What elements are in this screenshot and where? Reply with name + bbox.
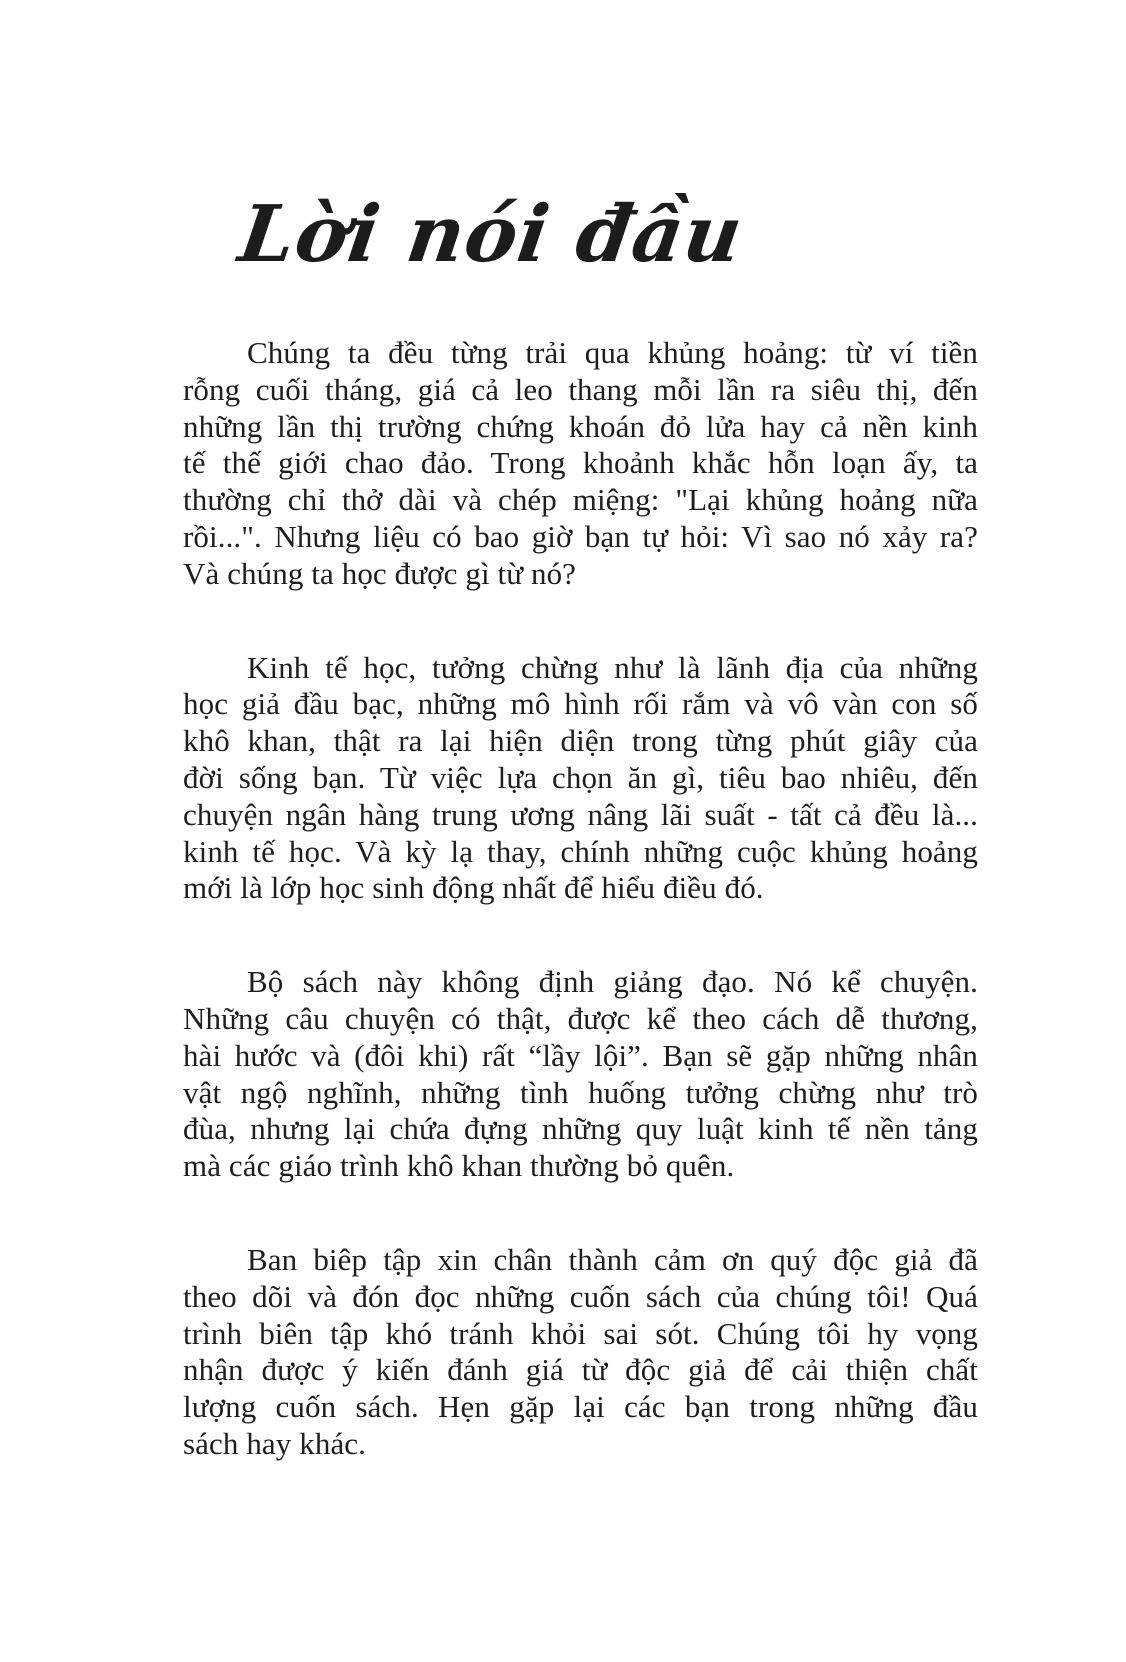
- preface-body: [183, 335, 978, 1520]
- paragraph-1: [183, 335, 978, 593]
- text-line: theo dõi và đón đọc những cuốn sách của chúng tôi! Quá: [183, 1278, 978, 1314]
- text-line: học giả đầu bạc, những mô hình rối rắm và vô vàn con số: [183, 686, 978, 722]
- text-line: tế thế giới chao đảo. Trong khoảnh khắc hỗn loạn ấy, ta: [183, 445, 978, 481]
- text-line: Những câu chuyện có thật, được kể theo cách dễ thương,: [183, 1000, 978, 1036]
- text-line: mới là lớp học sinh động nhất để hiểu điều đó.: [183, 870, 764, 906]
- text-line: vật ngộ nghĩnh, những tình huống tưởng chừng như trò: [183, 1074, 978, 1110]
- text-line: Và chúng ta học được gì từ nó?: [183, 555, 577, 591]
- text-line: Chúng ta đều từng trải qua khủng hoảng: từ ví tiền: [247, 335, 978, 370]
- text-line: hài hước và (đôi khi) rất “lầy lội”. Bạn sẽ gặp những nhân: [183, 1037, 978, 1073]
- text-line: lượng cuốn sách. Hẹn gặp lại các bạn trong những đầu: [183, 1389, 978, 1425]
- text-line: mà các giáo trình khô khan thường bỏ quên.: [183, 1148, 735, 1184]
- text-line: Ban biêp tập xin chân thành cảm ơn quý độc giả đã: [247, 1241, 978, 1277]
- text-line: đời sống bạn. Từ việc lựa chọn ăn gì, tiêu bao nhiêu, đến: [183, 759, 978, 795]
- paragraph-3: [183, 964, 978, 1185]
- text-line: kinh tế học. Và kỳ lạ thay, chính những cuộc khủng hoảng: [183, 833, 978, 869]
- text-line: khô khan, thật ra lại hiện diện trong từng phút giây của: [183, 723, 978, 759]
- paragraph-4: [183, 1242, 978, 1463]
- text-line: chuyện ngân hàng trung ương nâng lãi suất - tất cả đều là...: [183, 796, 978, 832]
- text-line: những lần thị trường chứng khoán đỏ lửa hay cả nền kinh: [183, 408, 978, 444]
- text-line: đùa, nhưng lại chứa đựng những quy luật kinh tế nền tảng: [183, 1111, 978, 1147]
- text-line: Kinh tế học, tưởng chừng như là lãnh địa của những: [247, 649, 978, 685]
- text-line: nhận được ý kiến đánh giá từ độc giả để cải thiện chất: [183, 1352, 978, 1388]
- paragraph-2: [183, 650, 978, 908]
- page-title: Lời nói đầu: [233, 189, 749, 280]
- text-line: trình biên tập khó tránh khỏi sai sót. Chúng tôi hy vọng: [183, 1315, 978, 1351]
- text-line: rồi...". Nhưng liệu có bao giờ bạn tự hỏi: Vì sao nó xảy ra?: [183, 518, 978, 554]
- text-line: rỗng cuối tháng, giá cả leo thang mỗi lần ra siêu thị, đến: [183, 371, 978, 407]
- text-line: sách hay khác.: [183, 1425, 367, 1461]
- text-line: thường chỉ thở dài và chép miệng: "Lại khủng hoảng nữa: [183, 482, 978, 518]
- text-line: Bộ sách này không định giảng đạo. Nó kể chuyện.: [247, 964, 978, 1000]
